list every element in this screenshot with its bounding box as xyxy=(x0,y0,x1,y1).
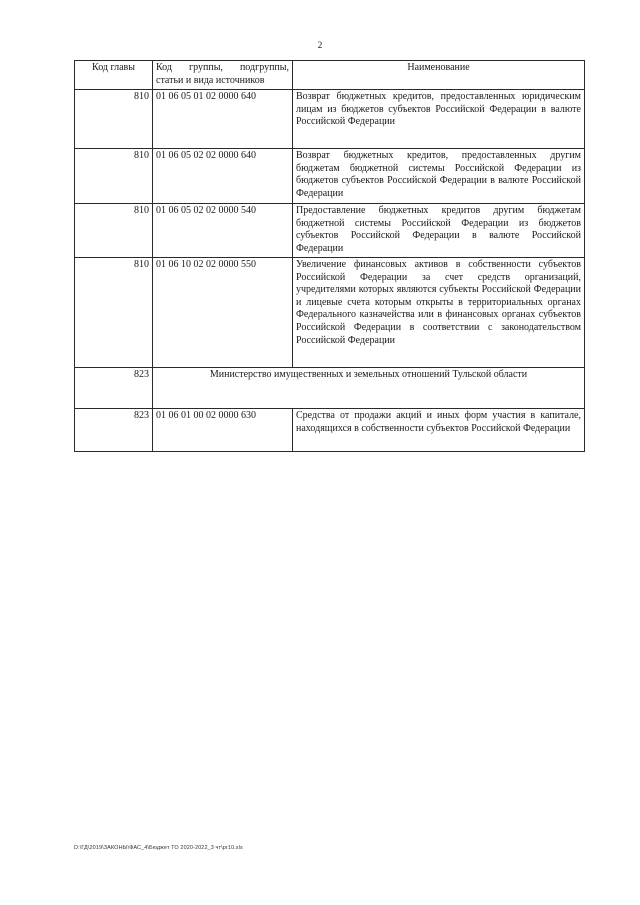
chapter-code-cell: 810 xyxy=(75,149,153,204)
source-name-cell: Предоставление бюджетных кредитов другим бюджетам бюджетной системы Российской Федерации из бюджетов субъектов Российской Федерации в валюте Российской Федерации xyxy=(293,204,585,258)
page-number: 2 xyxy=(317,40,323,50)
chapter-code-cell: 810 xyxy=(75,258,153,368)
chapter-code-cell: 823 xyxy=(75,368,153,409)
ministry-name-cell: Министерство имущественных и земельных отношений Тульской области xyxy=(153,368,585,409)
source-name-cell: Возврат бюджетных кредитов, предоставленных другим бюджетам бюджетной системы Российской Федерации из бюджетов субъектов Российской Федерации в валюте Российской Федерации xyxy=(293,149,585,204)
table-row xyxy=(75,258,585,368)
source-code-cell: 01 06 01 00 02 0000 630 xyxy=(153,409,293,452)
table-header-row xyxy=(75,61,585,90)
source-code-cell: 01 06 05 02 02 0000 640 xyxy=(153,149,293,204)
source-code-cell: 01 06 05 01 02 0000 640 xyxy=(153,90,293,149)
ministry-row xyxy=(75,368,585,409)
budget-sources-table xyxy=(74,60,585,452)
source-name-cell: Возврат бюджетных кредитов, предоставленных юридическим лицам из бюджетов субъектов Российской Федерации в валюте Российской Федерации xyxy=(293,90,585,149)
chapter-code-cell: 810 xyxy=(75,204,153,258)
chapter-code-cell: 823 xyxy=(75,409,153,452)
file-path-footer: D:\ГД\2019\ЗАКОНЫ\ФАС_4\Бюджет ТО 2020-2022_3 чт\pr10.xls xyxy=(74,845,243,851)
source-code-cell: 01 06 10 02 02 0000 550 xyxy=(153,258,293,368)
chapter-code-cell: 810 xyxy=(75,90,153,149)
table-row xyxy=(75,409,585,452)
header-name: Наименование xyxy=(293,61,585,90)
table-row xyxy=(75,149,585,204)
header-chapter-code: Код главы xyxy=(75,61,153,90)
source-name-cell: Увеличение финансовых активов в собственности субъектов Российской Федерации за счет средств организаций, учредителями которых являются субъекты Российской Федерации и лицевые счета которым открыты в территориальных органах Федерального казначейства или в финансовых органах субъектов Российской Федерации в соответствии с законодательством Российской Федерации xyxy=(293,258,585,368)
source-code-cell: 01 06 05 02 02 0000 540 xyxy=(153,204,293,258)
table-row xyxy=(75,90,585,149)
table-row xyxy=(75,204,585,258)
header-group-code: Код группы, подгруппы, статьи и вида источников xyxy=(153,61,293,90)
source-name-cell: Средства от продажи акций и иных форм участия в капитале, находящихся в собственности субъектов Российской Федерации xyxy=(293,409,585,452)
